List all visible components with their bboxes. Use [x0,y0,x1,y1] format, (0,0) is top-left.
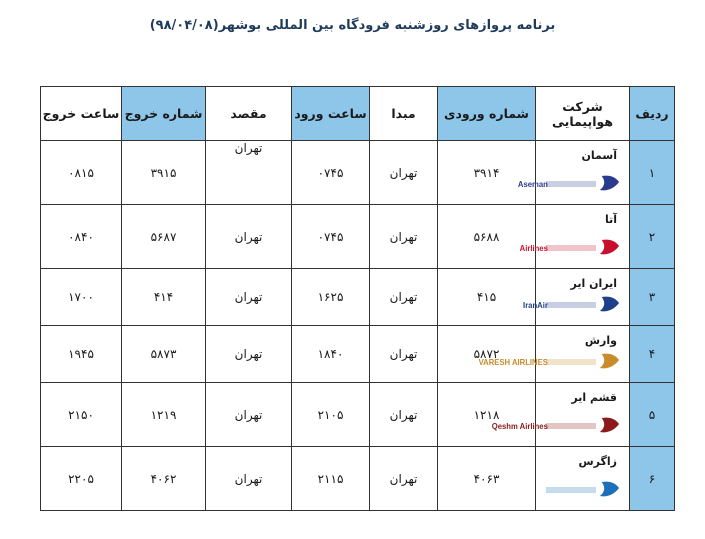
airline-name: ایران ایر [570,277,617,290]
cell-departure-time: ۰۸۴۰ [41,205,122,269]
cell-radif: ۱ [630,141,675,205]
table-row [41,205,675,269]
airline-name: وارش [584,334,617,347]
cell-origin: تهران [370,383,438,447]
cell-arrival-time: ۰۷۴۵ [292,205,370,269]
airline-name: قشم ایر [571,391,617,404]
cell-arrival-time: ۱۶۲۵ [292,269,370,326]
airline-logo-text: VARESH AIRLINES [478,357,548,368]
cell-airline [536,447,630,511]
cell-departure-time: ۱۷۰۰ [41,269,122,326]
airline-logo-text: Qeshm Airlines [491,421,548,432]
header-departure-no: شماره خروج [122,87,206,141]
airline-logo-text: IranAir [523,300,548,311]
header-destination: مقصد [206,87,292,141]
cell-destination: تهران [206,205,292,269]
cell-destination: تهران [206,383,292,447]
cell-radif: ۴ [630,326,675,383]
airline-logo-icon [544,478,621,502]
cell-airline [517,141,630,205]
table-row [41,326,675,383]
cell-destination: تهران [206,141,292,205]
cell-arrival-no: ۵۶۸۸ [438,205,536,269]
cell-departure-no: ۵۸۷۳ [122,326,206,383]
header-arrival-time: ساعت ورود [292,87,370,141]
airline-logo-icon [519,236,621,260]
cell-arrival-no: ۱۲۱۸ [438,383,536,447]
table-row [41,141,675,205]
cell-departure-time: ۲۲۰۵ [41,447,122,511]
cell-arrival-time: ۱۸۴۰ [292,326,370,383]
airline-logo-icon [491,414,621,438]
cell-destination: تهران [206,326,292,383]
cell-origin: تهران [370,141,438,205]
cell-departure-no: ۴۱۴ [122,269,206,326]
page-title: برنامه پروازهای روزشنبه فرودگاه بین المللی بوشهر(۹۸/۰۴/۰۸) [149,18,556,33]
airline-name: آسمان [581,149,617,162]
header-arrival-no: شماره ورودی [438,87,536,141]
cell-departure-time: ۲۱۵۰ [41,383,122,447]
cell-radif: ۵ [630,383,675,447]
airline-logo-icon [517,172,621,196]
cell-departure-no: ۴۰۶۲ [122,447,206,511]
cell-airline [523,269,630,326]
airline-logo-icon [523,293,621,317]
flight-schedule-table [40,86,675,511]
cell-arrival-no: ۵۸۷۲ [438,326,536,383]
cell-departure-time: ۰۸۱۵ [41,141,122,205]
cell-departure-no: ۱۲۱۹ [122,383,206,447]
cell-airline [519,205,630,269]
cell-radif: ۲ [630,205,675,269]
cell-radif: ۶ [630,447,675,511]
cell-destination: تهران [206,269,292,326]
cell-origin: تهران [370,269,438,326]
header-row [41,87,675,141]
cell-arrival-no: ۳۹۱۴ [438,141,536,205]
cell-departure-no: ۳۹۱۵ [122,141,206,205]
table-row [41,269,675,326]
cell-departure-time: ۱۹۴۵ [41,326,122,383]
table-row [41,447,675,511]
cell-origin: تهران [370,205,438,269]
header-departure-time: ساعت خروج [41,87,122,141]
airline-name: زاگرس [578,455,617,468]
cell-destination: تهران [206,447,292,511]
cell-radif: ۳ [630,269,675,326]
airline-logo-text: Airlines [519,243,548,254]
cell-airline [491,383,630,447]
airline-name: آتا [604,213,617,226]
cell-arrival-time: ۰۷۴۵ [292,141,370,205]
airline-logo-text: Aseman [517,179,548,190]
cell-departure-no: ۵۶۸۷ [122,205,206,269]
cell-arrival-time: ۲۱۱۵ [292,447,370,511]
cell-origin: تهران [370,447,438,511]
cell-origin: تهران [370,326,438,383]
table-row [41,383,675,447]
cell-arrival-time: ۲۱۰۵ [292,383,370,447]
header-radif: ردیف [630,87,675,141]
header-origin: مبدا [370,87,438,141]
cell-arrival-no: ۴۰۶۳ [438,447,536,511]
cell-arrival-no: ۴۱۵ [438,269,536,326]
header-airline: شرکت هواپیمایی [536,87,630,141]
